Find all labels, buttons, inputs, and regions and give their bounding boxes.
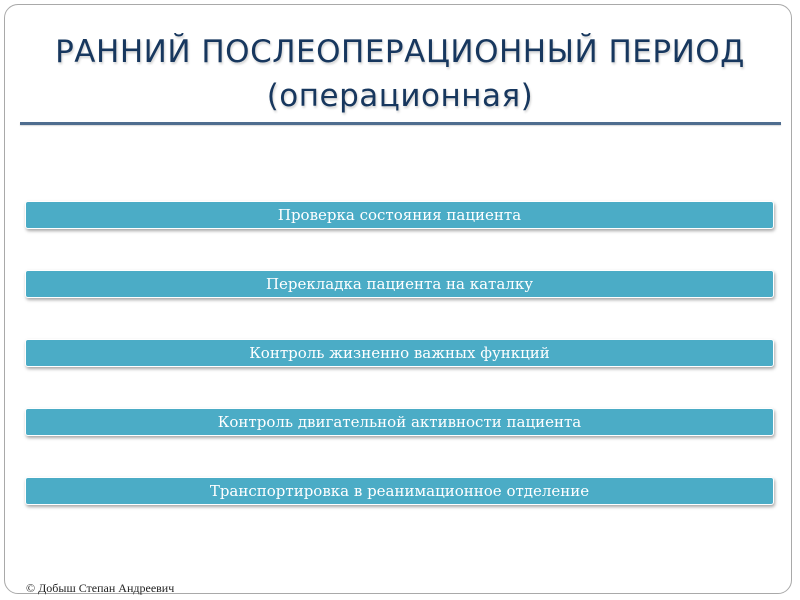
title-line-1: РАННИЙ ПОСЛЕОПЕРАЦИОННЫЙ ПЕРИОД (55, 34, 745, 70)
step-label: Контроль двигательной активности пациента (217, 413, 582, 431)
step-bar-1 (25, 201, 774, 229)
title-divider (20, 122, 781, 125)
step-bar-4 (25, 408, 774, 436)
footer-copyright: © Добыш Степан Андреевич (26, 581, 175, 595)
title-line-2: (операционная) (266, 78, 534, 114)
step-bar-2 (25, 270, 774, 298)
step-label: Перекладка пациента на каталку (265, 275, 534, 293)
step-label: Транспортировка в реанимационное отделение (209, 482, 590, 500)
step-label: Контроль жизненно важных функций (249, 344, 550, 362)
step-bar-5 (25, 477, 774, 505)
slide-title (40, 30, 760, 118)
step-label: Проверка состояния пациента (277, 206, 522, 224)
step-bar-3 (25, 339, 774, 367)
